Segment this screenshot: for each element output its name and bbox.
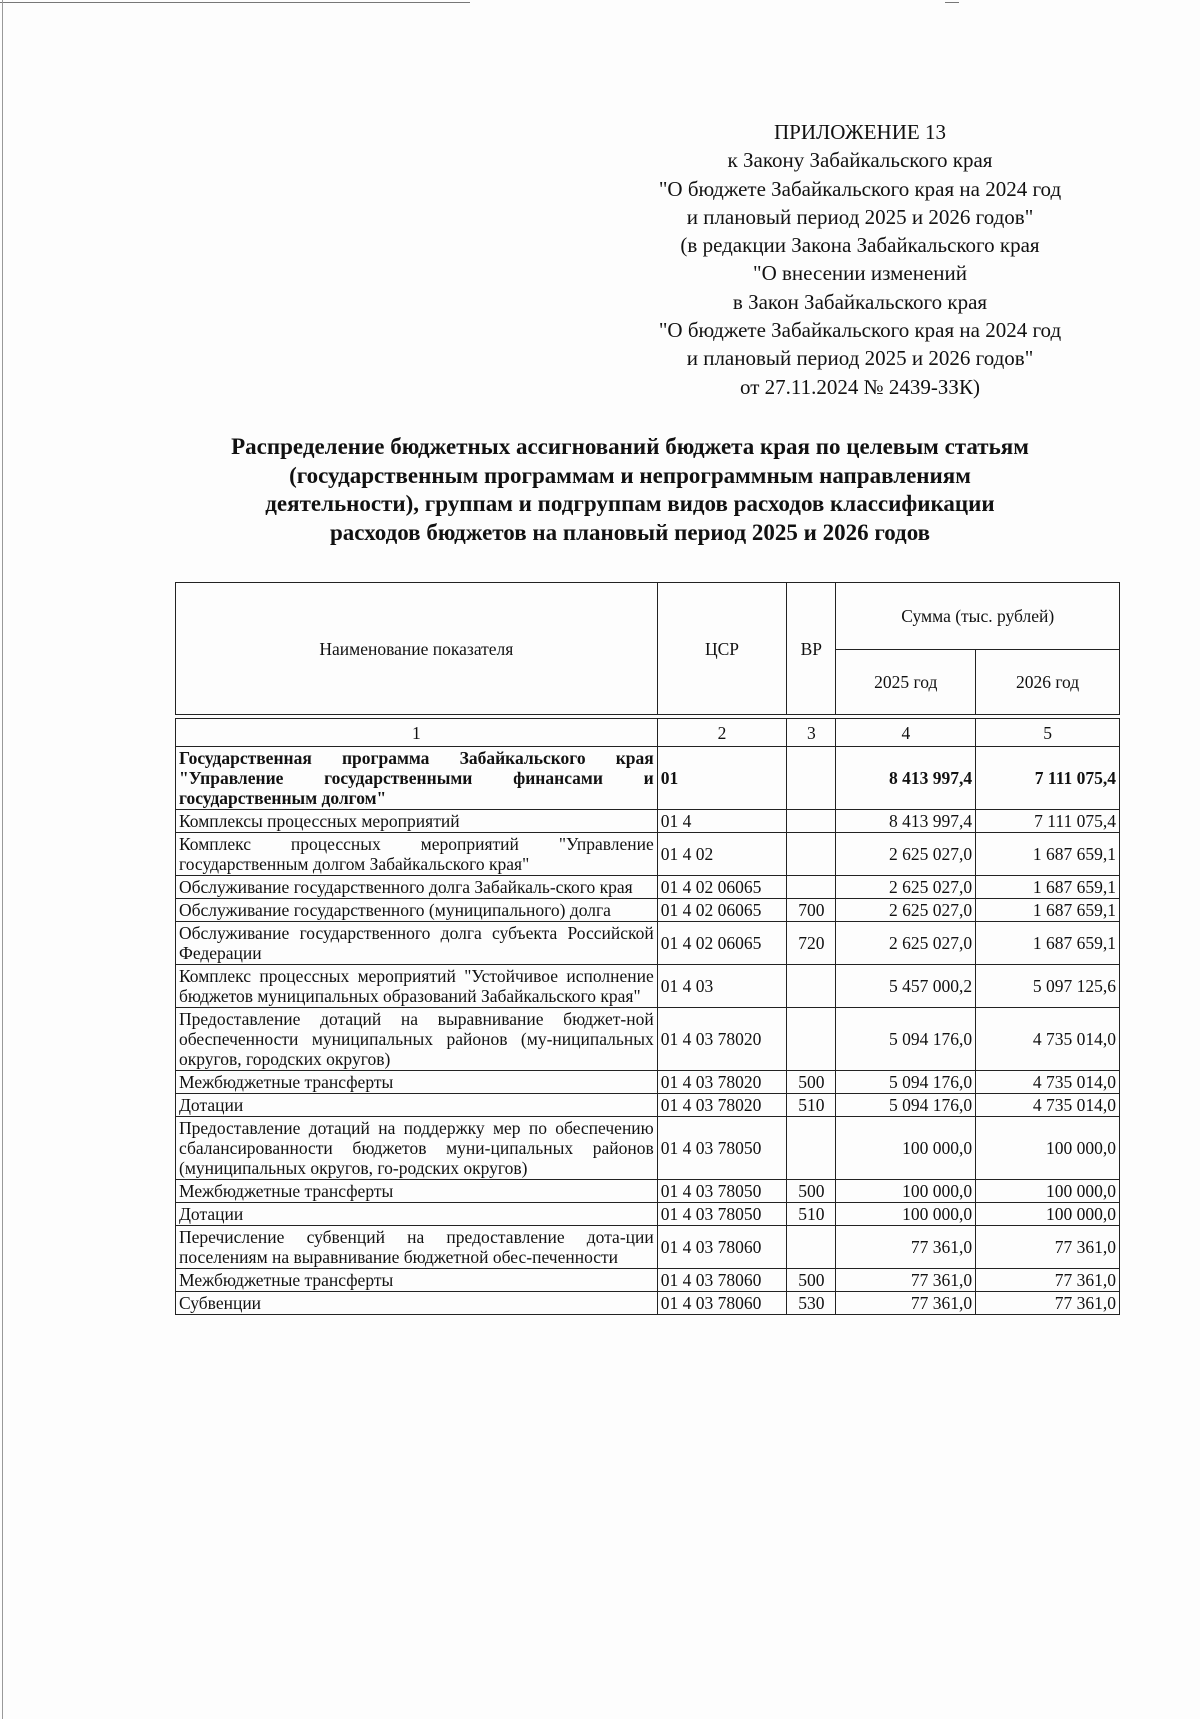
row-name-cell: Комплексы процессных мероприятий: [176, 810, 658, 833]
annex-line: и плановый период 2025 и 2026 годов": [686, 346, 1034, 371]
row-csr-cell: 01 4 03 78060: [657, 1226, 786, 1269]
row-2025-cell: 8 413 997,4: [836, 810, 976, 833]
row-name-cell: Межбюджетные трансферты: [176, 1180, 658, 1203]
title-line: (государственным программам и непрограммным направлениям: [289, 462, 971, 488]
annex-line: в Закон Забайкальского края: [732, 289, 988, 314]
row-2025-cell: 2 625 027,0: [836, 922, 976, 965]
row-vr-cell: [787, 876, 836, 899]
row-csr-cell: 01 4 03 78060: [657, 1269, 786, 1292]
table-row: [176, 1203, 1120, 1226]
annex-line: (в редакции Закона Забайкальского края: [680, 233, 1040, 258]
table-row: [176, 876, 1120, 899]
document-title: [170, 433, 1090, 547]
row-2025-cell: 77 361,0: [836, 1269, 976, 1292]
row-2026-cell: 7 111 075,4: [976, 810, 1120, 833]
title-line: Распределение бюджетных ассигнований бюджета края по целевым статьям: [231, 434, 1029, 459]
row-csr-cell: 01 4 03 78020: [657, 1071, 786, 1094]
row-vr-cell: [787, 1008, 836, 1071]
row-name-cell: Дотации: [176, 1203, 658, 1226]
row-vr-cell: [787, 810, 836, 833]
row-vr-cell: 700: [787, 899, 836, 922]
row-2026-cell: 1 687 659,1: [976, 876, 1120, 899]
row-csr-cell: 01 4 02 06065: [657, 922, 786, 965]
row-csr-cell: 01 4 03: [657, 965, 786, 1008]
table-row: [176, 1071, 1120, 1094]
annex-line: и плановый период 2025 и 2026 годов": [686, 204, 1034, 229]
annex-line: к Закону Забайкальского края: [727, 148, 993, 173]
row-csr-cell: 01 4 02: [657, 833, 786, 876]
row-2025-cell: 77 361,0: [836, 1226, 976, 1269]
row-2025-cell: 2 625 027,0: [836, 833, 976, 876]
annex-header: [600, 118, 1120, 401]
table-header-row: [176, 583, 1120, 650]
table-row: [176, 1094, 1120, 1117]
row-2025-cell: 100 000,0: [836, 1117, 976, 1180]
row-2025-cell: 100 000,0: [836, 1203, 976, 1226]
scan-mark: [945, 2, 959, 3]
table-row: [176, 833, 1120, 876]
row-name-cell: Комплекс процессных мероприятий "Устойчивое исполнение бюджетов муниципальных образований Забайкальского края": [176, 965, 658, 1008]
table-row: [176, 965, 1120, 1008]
header-year-2026: 2026 год: [976, 650, 1120, 715]
row-name-cell: Предоставление дотаций на поддержку мер по обеспечению сбалансированности бюджетов муни-ципальных районов (муниципальных округов, го-родских округов): [176, 1117, 658, 1180]
row-name-cell: Дотации: [176, 1094, 658, 1117]
row-2025-cell: 2 625 027,0: [836, 876, 976, 899]
row-2025-cell: 8 413 997,4: [836, 747, 976, 810]
budget-table: [175, 582, 1120, 1315]
table-row: [176, 1008, 1120, 1071]
row-2026-cell: 1 687 659,1: [976, 922, 1120, 965]
row-csr-cell: 01 4 03 78060: [657, 1292, 786, 1315]
row-name-cell: Государственная программа Забайкальского края "Управление государственными финансами и государственным долгом": [176, 747, 658, 810]
annex-line: "О бюджете Забайкальского края на 2024 год: [658, 318, 1062, 343]
row-vr-cell: 500: [787, 1269, 836, 1292]
table-row: [176, 1180, 1120, 1203]
row-2026-cell: 100 000,0: [976, 1117, 1120, 1180]
table-row: [176, 922, 1120, 965]
row-csr-cell: 01 4 03 78050: [657, 1203, 786, 1226]
row-2025-cell: 5 094 176,0: [836, 1094, 976, 1117]
column-number: 3: [787, 719, 836, 747]
row-vr-cell: 500: [787, 1071, 836, 1094]
row-csr-cell: 01 4 02 06065: [657, 876, 786, 899]
row-vr-cell: 510: [787, 1094, 836, 1117]
scan-border-line: [0, 2, 470, 3]
table-row: [176, 747, 1120, 810]
column-number-row: [176, 719, 1120, 747]
row-vr-cell: [787, 747, 836, 810]
row-2026-cell: 77 361,0: [976, 1226, 1120, 1269]
table-row: [176, 810, 1120, 833]
column-number: 5: [976, 719, 1120, 747]
annex-line: "О внесении изменений: [753, 261, 967, 286]
row-name-cell: Комплекс процессных мероприятий "Управление государственным долгом Забайкальского края": [176, 833, 658, 876]
row-csr-cell: 01 4 02 06065: [657, 899, 786, 922]
table-row: [176, 899, 1120, 922]
annex-line: от 27.11.2024 № 2439-ЗЗК): [740, 374, 980, 399]
row-2026-cell: 4 735 014,0: [976, 1071, 1120, 1094]
row-name-cell: Обслуживание государственного долга Забайкаль-ского края: [176, 876, 658, 899]
row-csr-cell: 01: [657, 747, 786, 810]
row-name-cell: Обслуживание государственного (муниципального) долга: [176, 899, 658, 922]
row-name-cell: Межбюджетные трансферты: [176, 1071, 658, 1094]
row-2026-cell: 100 000,0: [976, 1203, 1120, 1226]
row-2026-cell: 5 097 125,6: [976, 965, 1120, 1008]
row-vr-cell: [787, 1117, 836, 1180]
row-name-cell: Субвенции: [176, 1292, 658, 1315]
title-line: расходов бюджетов на плановый период 2025 и 2026 годов: [329, 519, 931, 545]
column-number: 4: [836, 719, 976, 747]
table-row: [176, 1292, 1120, 1315]
header-year-2025: 2025 год: [836, 650, 976, 715]
header-csr: ЦСР: [657, 583, 786, 715]
row-csr-cell: 01 4 03 78020: [657, 1008, 786, 1071]
row-vr-cell: 530: [787, 1292, 836, 1315]
annex-line: ПРИЛОЖЕНИЕ 13: [774, 120, 946, 144]
header-name: Наименование показателя: [176, 583, 658, 715]
row-2025-cell: 100 000,0: [836, 1180, 976, 1203]
scan-border-line: [2, 0, 3, 1719]
row-vr-cell: [787, 833, 836, 876]
row-2026-cell: 1 687 659,1: [976, 833, 1120, 876]
row-vr-cell: 500: [787, 1180, 836, 1203]
row-csr-cell: 01 4 03 78050: [657, 1180, 786, 1203]
row-name-cell: Предоставление дотаций на выравнивание бюджет-ной обеспеченности муниципальных районов (му-ниципальных округов, городских округов): [176, 1008, 658, 1071]
row-vr-cell: [787, 965, 836, 1008]
header-vr: ВР: [787, 583, 836, 715]
row-csr-cell: 01 4 03 78020: [657, 1094, 786, 1117]
annex-line: "О бюджете Забайкальского края на 2024 год: [658, 176, 1062, 201]
title-line: деятельности), группам и подгруппам видов расходов классификации: [265, 491, 995, 516]
row-2026-cell: 77 361,0: [976, 1269, 1120, 1292]
row-vr-cell: [787, 1226, 836, 1269]
row-name-cell: Перечисление субвенций на предоставление дота-ции поселениям на выравнивание бюджетной обес-печенности: [176, 1226, 658, 1269]
row-2026-cell: 77 361,0: [976, 1292, 1120, 1315]
row-2026-cell: 1 687 659,1: [976, 899, 1120, 922]
row-2025-cell: 5 457 000,2: [836, 965, 976, 1008]
row-vr-cell: 510: [787, 1203, 836, 1226]
row-2026-cell: 7 111 075,4: [976, 747, 1120, 810]
row-2026-cell: 4 735 014,0: [976, 1008, 1120, 1071]
row-vr-cell: 720: [787, 922, 836, 965]
row-2026-cell: 4 735 014,0: [976, 1094, 1120, 1117]
row-2026-cell: 100 000,0: [976, 1180, 1120, 1203]
row-name-cell: Межбюджетные трансферты: [176, 1269, 658, 1292]
column-number: 2: [657, 719, 786, 747]
column-number: 1: [176, 719, 658, 747]
row-csr-cell: 01 4: [657, 810, 786, 833]
row-2025-cell: 5 094 176,0: [836, 1071, 976, 1094]
row-2025-cell: 5 094 176,0: [836, 1008, 976, 1071]
row-2025-cell: 2 625 027,0: [836, 899, 976, 922]
table-row: [176, 1269, 1120, 1292]
row-csr-cell: 01 4 03 78050: [657, 1117, 786, 1180]
header-sum: Сумма (тыс. рублей): [836, 583, 1120, 650]
table-row: [176, 1226, 1120, 1269]
table-row: [176, 1117, 1120, 1180]
row-name-cell: Обслуживание государственного долга субъекта Российской Федерации: [176, 922, 658, 965]
row-2025-cell: 77 361,0: [836, 1292, 976, 1315]
